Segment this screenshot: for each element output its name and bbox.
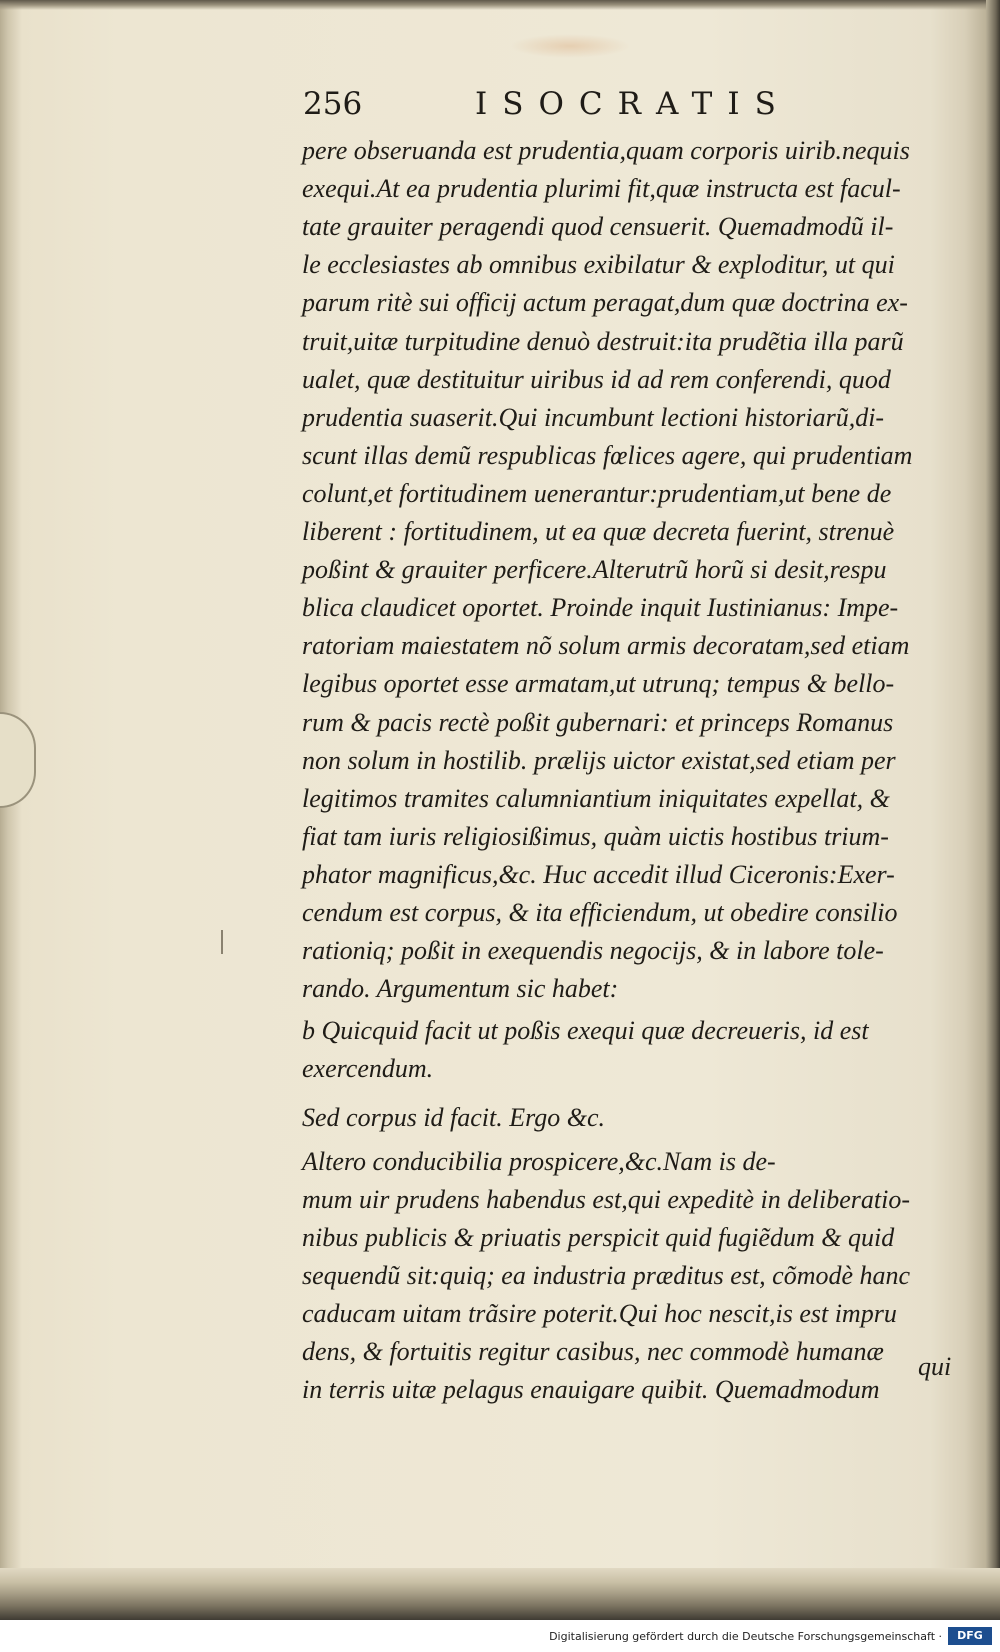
- text-line: caducam uitam trãsire poterit.Qui hoc nescit,is est impru: [302, 1299, 897, 1328]
- text-line: nibus publicis & priuatis perspicit quid fugiẽdum & quid: [302, 1223, 895, 1252]
- text-line: ratoriam maiestatem nõ solum armis decoratam,sed etiam: [302, 631, 910, 660]
- funding-credit: Digitalisierung gefördert durch die Deutsche Forschungsgemeinschaft ·: [549, 1630, 942, 1643]
- text-line: truit,uitæ turpitudine denuò destruit:ita prudẽtia illa parũ: [302, 327, 904, 356]
- book-bottom-edge: [0, 1568, 1000, 1620]
- text-line: Sed corpus id facit. Ergo &c.: [302, 1103, 606, 1132]
- stain: [510, 34, 630, 58]
- text-line: Altero conducibilia prospicere,&c.Nam is de-: [302, 1147, 776, 1176]
- text-line: rando. Argumentum sic habet:: [302, 974, 619, 1003]
- text-line: rum & pacis rectè poßit gubernari: et princeps Romanus: [302, 708, 894, 737]
- running-title: ISOCRATIS: [475, 86, 791, 122]
- text-line: mum uir prudens habendus est,qui expeditè in deliberatio-: [302, 1185, 911, 1214]
- book-right-edge: [986, 0, 1000, 1620]
- page-header: [303, 86, 823, 126]
- page-number: 256: [303, 86, 363, 122]
- text-line: prudentia suaserit.Qui incumbunt lectioni historiarũ,di-: [302, 403, 885, 432]
- digitization-footer: [0, 1620, 1000, 1652]
- text-line: le ecclesiastes ab omnibus exibilatur & exploditur, ut qui: [302, 250, 895, 279]
- text-line: liberent : fortitudinem, ut ea quæ decreta fuerint, strenuè: [302, 517, 895, 546]
- text-line: tate grauiter peragendi quod censuerit. Quemadmodũ il-: [302, 212, 894, 241]
- text-line: exercendum.: [302, 1054, 434, 1083]
- text-line: parum ritè sui officij actum peragat,dum quæ doctrina ex-: [302, 288, 908, 317]
- dfg-logo: DFG: [948, 1627, 992, 1645]
- text-line: b Quicquid facit ut poßis exequi quæ decreueris, id est: [302, 1016, 869, 1045]
- text-line: rationiq; poßit in exequendis negocijs, & in labore tole-: [302, 936, 884, 965]
- text-line: non solum in hostilib. prælijs uictor existat,sed etiam per: [302, 746, 896, 775]
- text-line: fiat tam iuris religiosißimus, quàm uictis hostibus trium-: [302, 822, 889, 851]
- text-line: sequendũ sit:quiq; ea industria præditus est, cõmodè hanc: [302, 1261, 911, 1290]
- margin-mark: [221, 930, 223, 954]
- text-line: legitimos tramites calumniantium iniquitates expellat, &: [302, 784, 890, 813]
- text-line: dens, & fortuitis regitur casibus, nec commodè humanæ: [302, 1337, 884, 1366]
- text-line: blica claudicet oportet. Proinde inquit Iustinianus: Impe-: [302, 593, 899, 622]
- text-line: cendum est corpus, & ita efficiendum, ut obedire consilio: [302, 898, 898, 927]
- catchword: qui: [918, 1352, 952, 1381]
- text-line: pere obseruanda est prudentia,quam corporis uirib.nequis: [302, 136, 910, 165]
- text-line: legibus oportet esse armatam,ut utrunq; tempus & bello-: [302, 669, 895, 698]
- text-line: colunt,et fortitudinem uenerantur:prudentiam,ut bene de: [302, 479, 892, 508]
- book-top-edge: [0, 0, 1000, 10]
- text-line: in terris uitæ pelagus enauigare quibit. Quemadmodum: [302, 1375, 880, 1404]
- text-line: scunt illas demũ respublicas fœlices agere, qui prudentiam: [302, 441, 913, 470]
- text-line: ualet, quæ destituitur uiribus id ad rem conferendi, quod: [302, 365, 891, 394]
- text-line: exequi.At ea prudentia plurimi fit,quæ instructa est facul-: [302, 174, 901, 203]
- text-line: phator magnificus,&c. Huc accedit illud Ciceronis:Exer-: [302, 860, 895, 889]
- text-line: poßint & grauiter perficere.Alterutrũ horũ si desit,respu: [302, 555, 887, 584]
